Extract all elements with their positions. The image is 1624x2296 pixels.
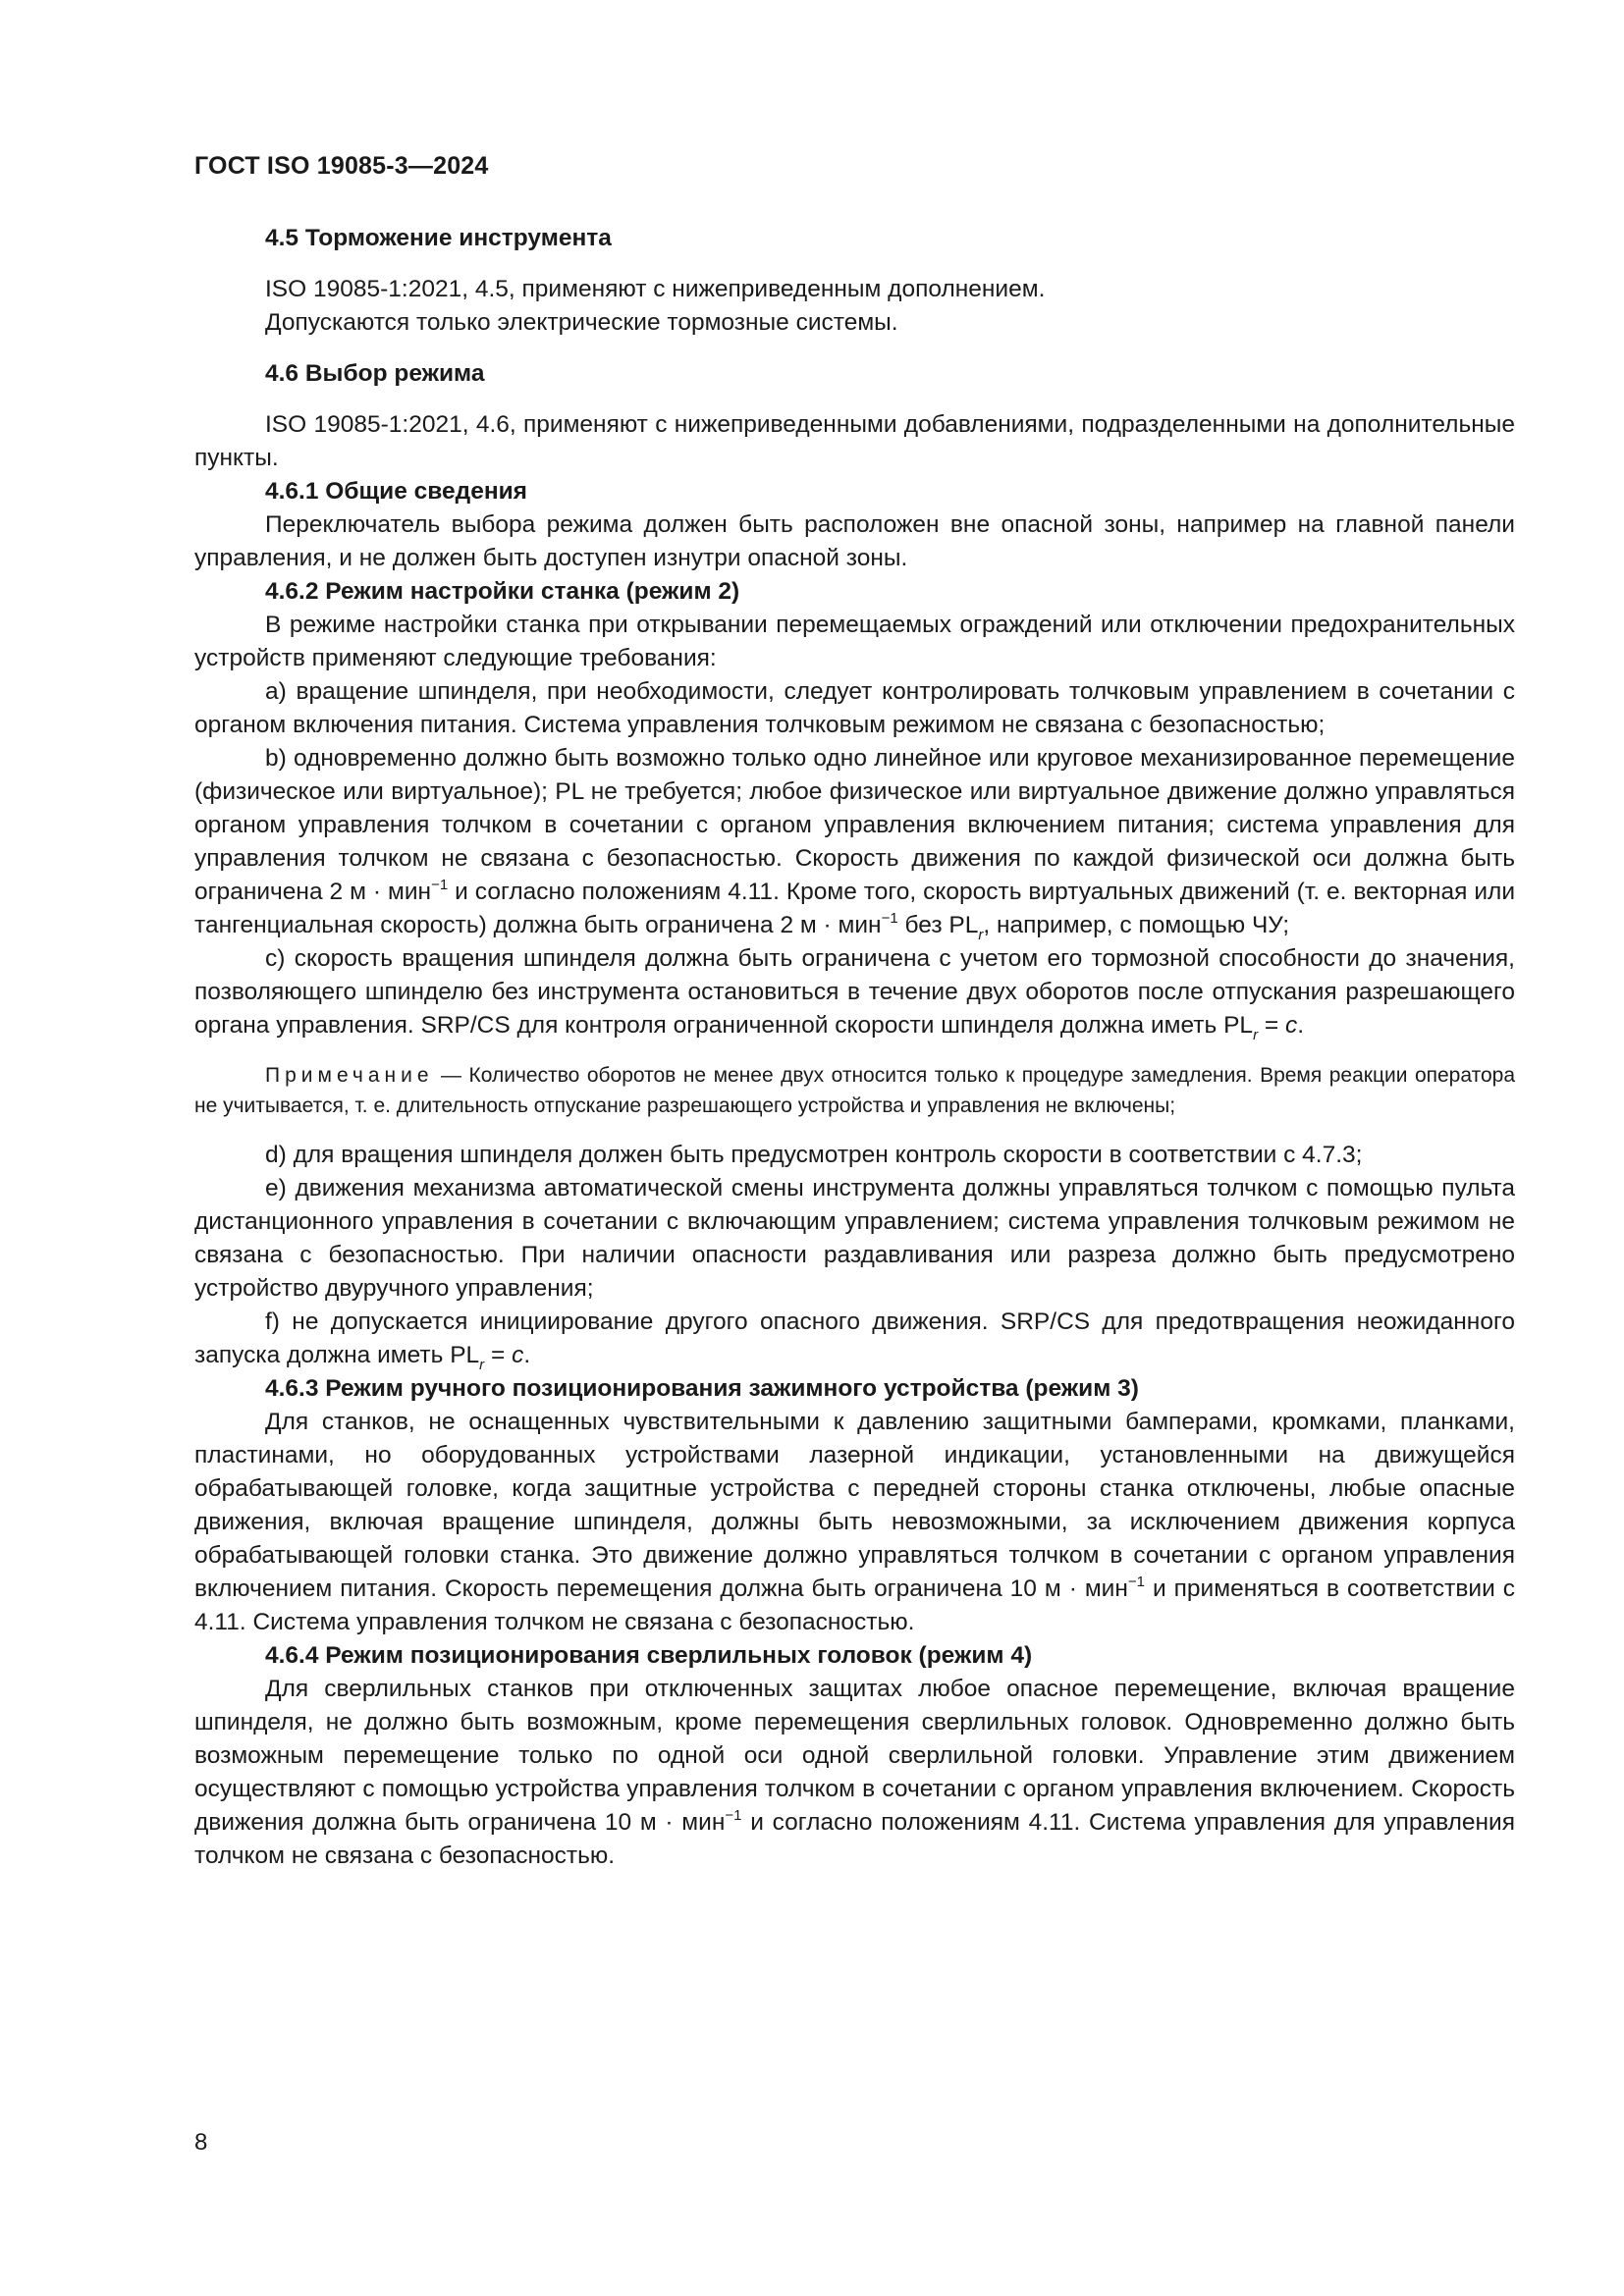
list-item-f: f) не допускается инициирование другого опасного движения. SRP/CS для предотвращения неожиданного запуска должна иметь $PL_r = c$. [194, 1308, 1515, 1373]
section-4-6-2-intro: В режиме настройки станка при открывании перемещаемых ограждений или отключении предохранительных устройств применяют следующие требования: [194, 612, 1515, 671]
section-4-6-title: 4.6 Выбор режима [265, 360, 485, 387]
list-item-e: e) движения механизма автоматической смены инструмента должны управляться толчком с помощью пульта дистанционного управления в сочетании с включающим управлением; система управления толчковым режимом не связана с безопасностью. При наличии опасности раздавливания или разреза должно быть предусмотрено устройство двуручного управления; [194, 1175, 1515, 1302]
document-header: ГОСТ ISO 19085-3—2024 [194, 152, 489, 180]
section-4-6-2-title: 4.6.2 Режим настройки станка (режим 2) [265, 578, 740, 605]
section-4-6-3-title: 4.6.3 Режим ручного позиционирования зажимного устройства (режим 3) [265, 1375, 1139, 1402]
page-number: 8 [194, 2129, 208, 2156]
list-item-d: d) для вращения шпинделя должен быть предусмотрен контроль скорости в соответствии с 4.7.3; [265, 1142, 1363, 1168]
section-4-5-line-1: ISO 19085-1:2021, 4.5, применяют с нижеприведенным дополнением. [265, 276, 1046, 302]
note: Примечание — Количество оборотов не менее двух относится только к процедуре замедления. Время реакции оператора не учитывается, т. е. длительность отпускание разрешающего устройства и управления не включены; [194, 1064, 1515, 1117]
section-4-6-paragraph: ISO 19085-1:2021, 4.6, применяют с нижеприведенными добавлениями, подразделенными на дополнительные пункты. [194, 411, 1515, 471]
section-4-6-3-paragraph: Для станков, не оснащенных чувствительными к давлению защитными бамперами, кромками, планками, пластинами, но оборудованных устройствами лазерной индикации, установленными на движущейся обрабатывающей головке, когда защитные устройства с передней стороны станка отключены, любые опасные движения, включая вращение шпинделя, должны быть невозможными, за исключением движения корпуса обрабатывающей головки станка. Это движение должно управляться толчком в сочетании с органом управления включением питания. Скорость перемещения должна быть ограничена 10 м · мин$^{-1}$ и применяться в соответствии с 4.11. Система управления толчком не связана с безопасностью. [194, 1409, 1515, 1635]
section-4-6-1-title: 4.6.1 Общие сведения [265, 478, 527, 505]
list-item-b: b) одновременно должно быть возможно только одно линейное или круговое механизированное перемещение (физическое или виртуальное); PL не требуется; любое физическое или виртуальное движение должно управляться органом управления толчком в сочетании с органом управления включением питания; система управления для управления толчком не связана с безопасностью. Скорость движения по каждой физической оси должна быть ограничена 2 м · мин$^{-1}$ и согласно положениям 4.11. Кроме того, скорость виртуальных движений (т. е. векторная или тангенциальная скорость) должна быть ограничена 2 м · мин$^{-1}$ без $PL_r$, например, с помощью ЧУ; [194, 745, 1516, 943]
section-4-6-4-title: 4.6.4 Режим позиционирования сверлильных головок (режим 4) [265, 1642, 1033, 1669]
list-item-a: a) вращение шпинделя, при необходимости, следует контролировать толчковым управлением в сочетании с органом включения питания. Система управления толчковым режимом не связана с безопасностью; [194, 678, 1515, 738]
document-body [194, 222, 1515, 1873]
list-item-c: c) скорость вращения шпинделя должна быть ограничена с учетом его тормозной способности до значения, позволяющего шпинделю без инструмента остановиться в течение двух оборотов после отпускания разрешающего органа управления. SRP/CS для контроля ограниченной скорости шпинделя должна иметь $PL_r = c$. [194, 945, 1515, 1043]
section-4-5-line-2: Допускаются только электрические тормозные системы. [265, 309, 898, 336]
section-4-6-1-paragraph: Переключатель выбора режима должен быть расположен вне опасной зоны, например на главной панели управления, и не должен быть доступен изнутри опасной зоны. [194, 511, 1515, 571]
note-label: Примечание [265, 1064, 434, 1087]
section-4-5-title: 4.5 Торможение инструмента [265, 225, 612, 251]
section-4-6-4-paragraph: Для сверлильных станков при отключенных защитах любое опасное перемещение, включая вращение шпинделя, не должно быть возможным, кроме перемещения сверлильных головок. Одновременно должно быть возможным перемещение только по одной оси одной сверлильной головки. Управление этим движением осуществляют с помощью устройства управления толчком в сочетании с органом управления включением. Скорость движения должна быть ограничена 10 м · мин$^{-1}$ и согласно положениям 4.11. Система управления для управления толчком не связана с безопасностью. [194, 1676, 1515, 1869]
